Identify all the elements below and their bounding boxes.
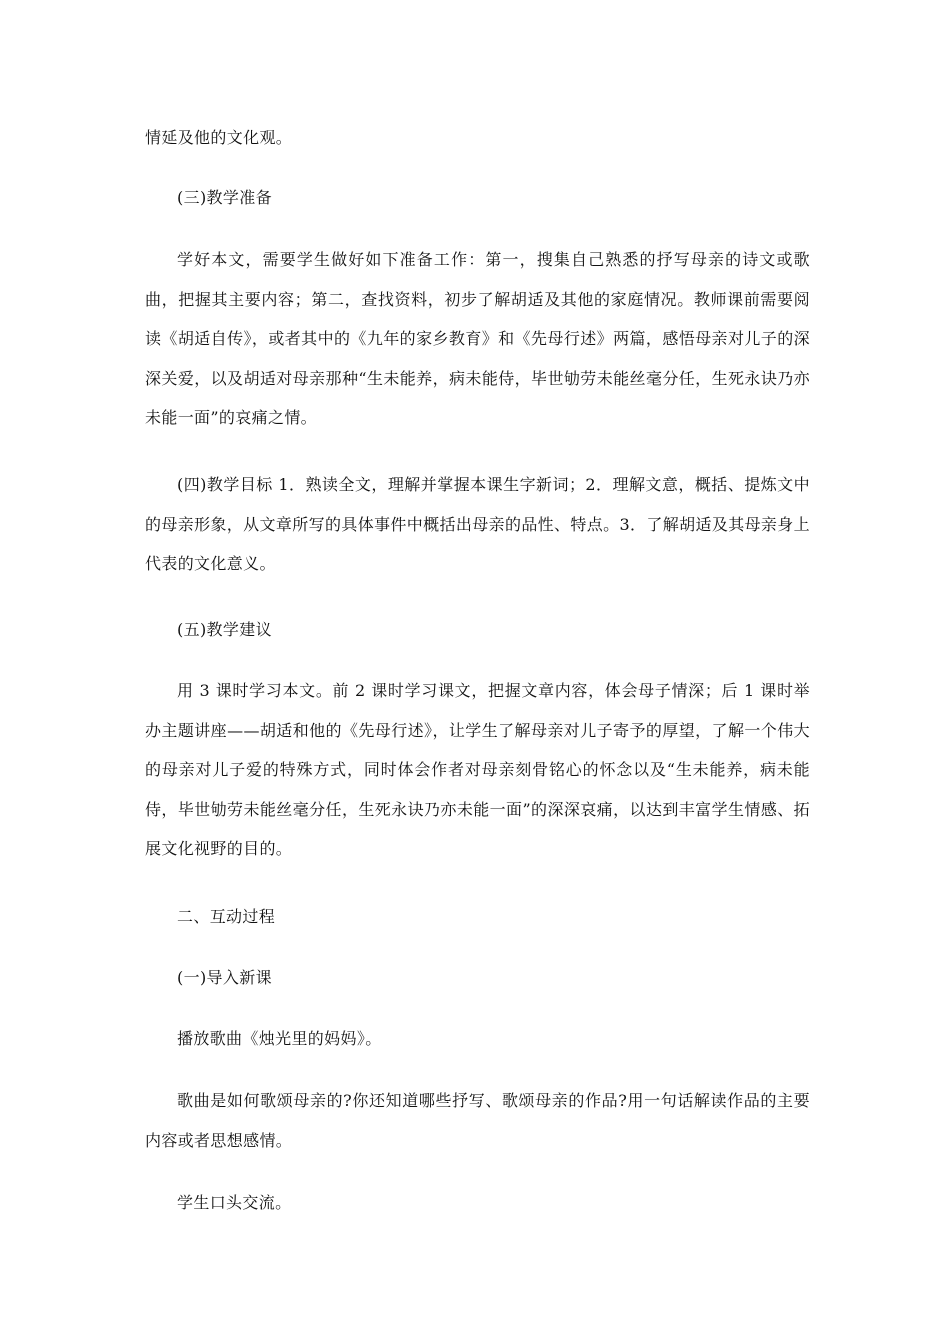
heading-teaching-suggestions: (五)教学建议: [177, 620, 272, 639]
paragraph-teaching-goals: (四)教学目标 1．熟读全文，理解并掌握本课生字新词；2．理解文意，概括、提炼文中的母亲形象，从文章所写的具体事件中概括出母亲的品性、特点。3．了解胡适及其母亲身上代表的文化意义。: [145, 475, 810, 573]
paragraph-continuation: 情延及他的文化观。: [145, 128, 293, 147]
heading-teaching-preparation: (三)教学准备: [177, 188, 272, 207]
paragraph-play-song: 播放歌曲《烛光里的妈妈》。: [177, 1029, 382, 1048]
paragraph-song-question: 歌曲是如何歌颂母亲的?你还知道哪些抒写、歌颂母亲的作品?用一句话解读作品的主要内容或者思想感情。: [145, 1091, 810, 1150]
paragraph-student-exchange: 学生口头交流。: [177, 1193, 292, 1212]
paragraph-preparation: 学好本文，需要学生做好如下准备工作：第一，搜集自己熟悉的抒写母亲的诗文或歌曲，把握其主要内容；第二，查找资料，初步了解胡适及其他的家庭情况。教师课前需要阅读《胡适自传》，或者其中的《九年的家乡教育》和《先母行述》两篇，感悟母亲对儿子的深深关爱，以及胡适对母亲那种“生未能养，病未能侍，毕世劬劳未能丝毫分任，生死永诀乃亦未能一面”的哀痛之情。: [145, 250, 810, 427]
heading-introduce-lesson: (一)导入新课: [177, 968, 272, 987]
heading-interactive-process: 二、互动过程: [177, 907, 276, 926]
paragraph-suggestions: 用 3 课时学习本文。前 2 课时学习课文，把握文章内容，体会母子情深；后 1 课时举办主题讲座——胡适和他的《先母行述》，让学生了解母亲对儿子寄予的厚望，了解一个伟大的母亲对儿子爱的特殊方式，同时体会作者对母亲刻骨铭心的怀念以及“生未能养，病未能侍，毕世劬劳未能丝毫分任，生死永诀乃亦未能一面”的深深哀痛，以达到丰富学生情感、拓展文化视野的目的。: [145, 681, 810, 858]
